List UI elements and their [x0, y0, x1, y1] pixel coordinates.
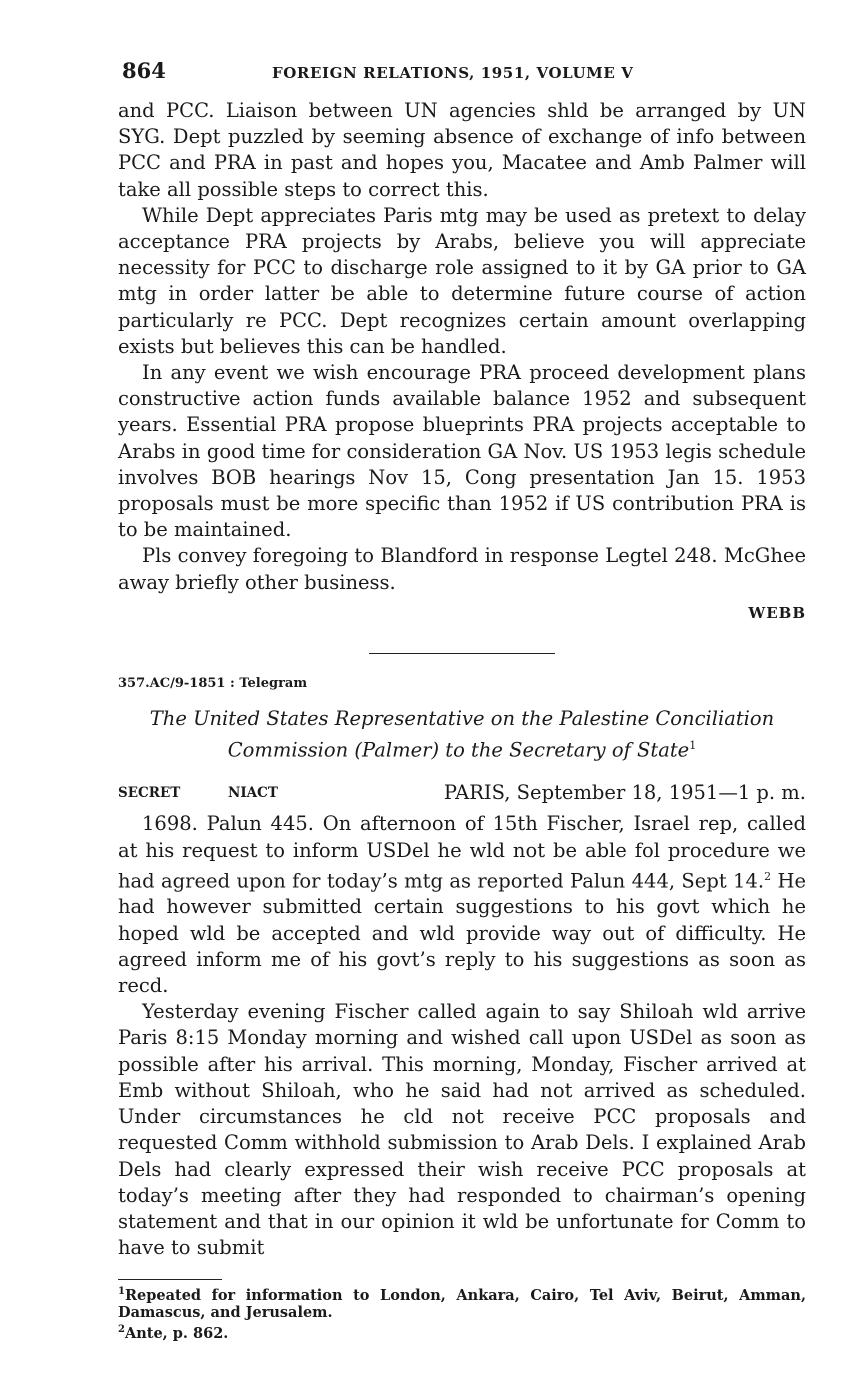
- footnote-marker-2: 2: [764, 869, 772, 883]
- footnote-rule: [118, 1279, 222, 1280]
- section-divider: [369, 653, 555, 654]
- file-reference: 357.AC/9-1851 : Telegram: [118, 675, 308, 691]
- running-head: FOREIGN RELATIONS, 1951, VOLUME V: [272, 64, 634, 82]
- page: [118, 58, 806, 1342]
- document-title: [118, 705, 806, 764]
- classification: SECRET: [118, 785, 181, 802]
- continuation-paragraph-2: While Dept appreciates Paris mtg may be used as pretext to delay acceptance PRA projects by Arabs, believe you will appreciate necessity for PCC to discharge role assigned to it by GA prior to GA mtg in order latter be able to determine future course of action particularly re PCC. Dept recognizes certain amount overlapping exists but believes this can be handled.: [118, 203, 806, 358]
- footnote-1: [118, 1283, 806, 1321]
- precedence: NIACT: [228, 785, 278, 802]
- continuation-paragraph-1: and PCC. Liaison between UN agencies shld be arranged by UN SYG. Dept puzzled by seeming absence of exchange of info between PCC and PRA in past and hopes you, Macatee and Amb Palmer will take all possible steps to correct this.: [118, 99, 806, 201]
- continuation-paragraph-4: Pls convey foregoing to Blandford in response Legtel 248. McGhee away briefly other business.: [118, 544, 806, 594]
- dateline: [118, 781, 806, 811]
- document-title-text: The United States Representative on the Palestine Conciliation Commission (Palmer) to the Secretary of State: [149, 706, 775, 762]
- footnote-2-text: Ante, p. 862.: [124, 1324, 229, 1342]
- page-number: 864: [122, 58, 166, 83]
- continuation-paragraph-3: In any event we wish encourage PRA proceed development plans constructive action funds available balance 1952 and subsequent years. Essential PRA propose blueprints PRA projects acceptable to Arabs in good time for consideration GA Nov. US 1953 legis schedule involves BOB hearings Nov 15, Cong presentation Jan 15. 1953 proposals must be more specific than 1952 if US contribution PRA is to be maintained.: [118, 361, 806, 542]
- footnote-1-mark: 1: [118, 1286, 125, 1298]
- footnote-marker-1: 1: [689, 738, 697, 752]
- telegram-paragraph-2: Yesterday evening Fischer called again to say Shiloah wld arrive Paris 8:15 Monday morning and wished call upon USDel as soon as possible after his arrival. This morning, Monday, Fischer arrived at Emb without Shiloah, who he said had not arrived as scheduled. Under circumstances he cld not receive PCC proposals and requested Comm withhold submission to Arab Dels. I explained Arab Dels had clearly expressed their wish receive PCC proposals at today’s meeting after they had responded to chairman’s opening statement and that in our opinion it wld be unfortunate for Comm to have to submit: [118, 1000, 806, 1260]
- telegram-paragraph-1-text-a: 1698. Palun 445. On afternoon of 15th Fischer, Israel rep, called at his request to inform USDel he wld not be able fol procedure we had agreed upon for today’s mtg as reported Palun 444, Sept 14.: [118, 812, 806, 893]
- footnote-1-text: Repeated for information to London, Ankara, Cairo, Tel Aviv, Beirut, Amman, Damascus, and Jerusalem.: [118, 1287, 806, 1322]
- footnote-2-mark: 2: [118, 1324, 125, 1336]
- place-date: PARIS, September 18, 1951—1 p. m.: [443, 781, 806, 805]
- telegram-paragraph-1-text-b: He had however submitted certain suggestions to his govt which he hoped wld be accepted and wld provide way out of difficulty. He agreed inform me of his govt’s reply to his suggestions as soon as recd.: [118, 869, 806, 998]
- page-header: [118, 58, 806, 98]
- telegram-paragraph-1: [118, 811, 806, 999]
- signature: WEBB: [748, 603, 806, 622]
- footnote-2: [118, 1321, 806, 1342]
